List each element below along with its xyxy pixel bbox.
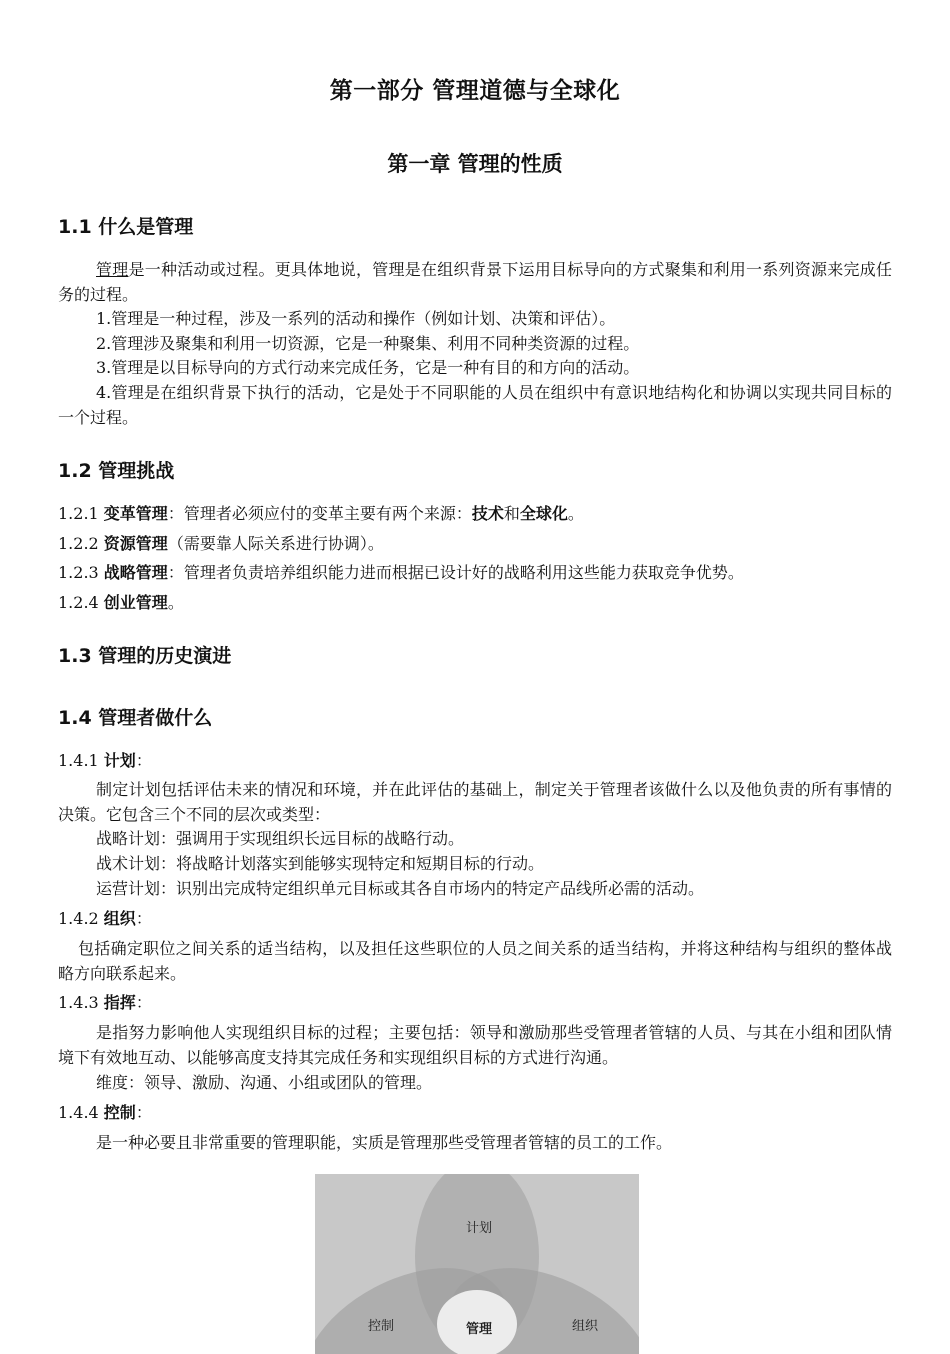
section-1-2-heading: 1.2 管理挑战 (58, 460, 175, 482)
item-number: 1.2.4 (58, 593, 104, 612)
item-number: 1.4.4 (58, 1103, 104, 1122)
item-number: 1.4.1 (58, 751, 104, 770)
item-text: 和 (503, 504, 520, 523)
term: 计划 (103, 751, 136, 770)
section-1-1-intro (58, 258, 892, 307)
organizing-heading (58, 907, 918, 931)
item-number: 1.4.3 (58, 993, 104, 1012)
leading-text: 是指努力影响他人实现组织目标的过程；主要包括：领导和激励那些受管理者管辖的人员、与其在小组和团队情境下有效地互动、以能够高度支持其完成任务和实现组织目标的方式进行沟通。 (58, 1023, 892, 1067)
part-title: 第一部分 管理道德与全球化 (329, 78, 621, 104)
section-1-4-heading: 1.4 管理者做什么 (58, 707, 213, 729)
controlling-text: 是一种必要且非常重要的管理职能，实质是管理那些受管理者管辖的员工的工作。 (96, 1133, 673, 1152)
plan-type-tactical: 战术计划：将战略计划落实到能够实现特定和短期目标的行动。 (96, 854, 545, 873)
item-text: ： (135, 909, 152, 928)
intro-text: 是一种活动或过程。更具体地说，管理是在组织背景下运用目标导向的方式聚集和利用一系列资源来完成任务的过程。 (58, 260, 892, 304)
item-text: ：管理者必须应付的变革主要有两个来源： (167, 504, 472, 523)
point-4: 4.管理是在组织背景下执行的活动，它是处于不同职能的人员在组织中有意识地结构化和协调以实现共同目标的一个过程。 (58, 383, 892, 427)
label-plan: 计划 (465, 1221, 493, 1236)
item-number: 1.2.1 (58, 504, 104, 523)
leading-heading (58, 991, 918, 1015)
item-number: 1.2.3 (58, 563, 104, 582)
plan-type-operational: 运营计划：识别出完成特定组织单元目标或其各自市场内的特定产品线所必需的活动。 (96, 879, 705, 898)
item-text: ：管理者负责培养组织能力进而根据已设计好的战略利用这些能力获取竞争优势。 (167, 563, 744, 582)
label-control: 控制 (367, 1319, 395, 1334)
label-organize: 组织 (571, 1319, 599, 1334)
plan-type-strategic: 战略计划：强调用于实现组织长远目标的战略行动。 (96, 829, 465, 848)
chapter-title: 第一章 管理的性质 (387, 152, 563, 176)
challenge-3 (58, 561, 918, 585)
term: 战略管理 (103, 563, 168, 582)
item-text: ： (135, 751, 152, 770)
item-text: ： (135, 993, 152, 1012)
item-number: 1.2.2 (58, 534, 104, 553)
planning-heading (58, 749, 918, 773)
term: 控制 (103, 1103, 136, 1122)
term-management: 管理 (96, 260, 129, 279)
leading-dimensions: 维度：领导、激励、沟通、小组或团队的管理。 (96, 1073, 433, 1092)
item-text: 。 (167, 593, 184, 612)
term: 全球化 (519, 504, 568, 523)
planning-text: 制定计划包括评估未来的情况和环境，并在此评估的基础上，制定关于管理者该做什么以及他负责的所有事情的决策。它包含三个不同的层次或类型： (58, 780, 892, 824)
term: 变革管理 (103, 504, 168, 523)
term: 资源管理 (103, 534, 168, 553)
controlling-heading (58, 1101, 918, 1125)
point-1: 1.管理是一种过程，涉及一系列的活动和操作（例如计划、决策和评估）。 (96, 309, 616, 328)
label-management: 管理 (465, 1322, 493, 1337)
item-text: ： (135, 1103, 152, 1122)
challenge-2 (58, 532, 918, 556)
management-functions-figure (315, 1174, 639, 1354)
challenge-4 (58, 591, 918, 615)
challenge-1 (58, 502, 918, 526)
organizing-text: 包括确定职位之间关系的适当结构，以及担任这些职位的人员之间关系的适当结构，并将这种结构与组织的整体战略方向联系起来。 (58, 939, 892, 983)
item-text: （需要靠人际关系进行协调）。 (167, 534, 384, 553)
section-1-3-heading: 1.3 管理的历史演进 (58, 645, 232, 667)
item-text: 。 (567, 504, 584, 523)
term: 创业管理 (103, 593, 168, 612)
section-1-1-heading: 1.1 什么是管理 (58, 216, 194, 238)
item-number: 1.4.2 (58, 909, 104, 928)
term: 技术 (471, 504, 504, 523)
point-3: 3.管理是以目标导向的方式行动来完成任务，它是一种有目的和方向的活动。 (96, 358, 640, 377)
point-2: 2.管理涉及聚集和利用一切资源，它是一种聚集、利用不同种类资源的过程。 (96, 334, 640, 353)
venn-diagram (315, 1174, 639, 1354)
term: 组织 (103, 909, 136, 928)
term: 指挥 (103, 993, 136, 1012)
